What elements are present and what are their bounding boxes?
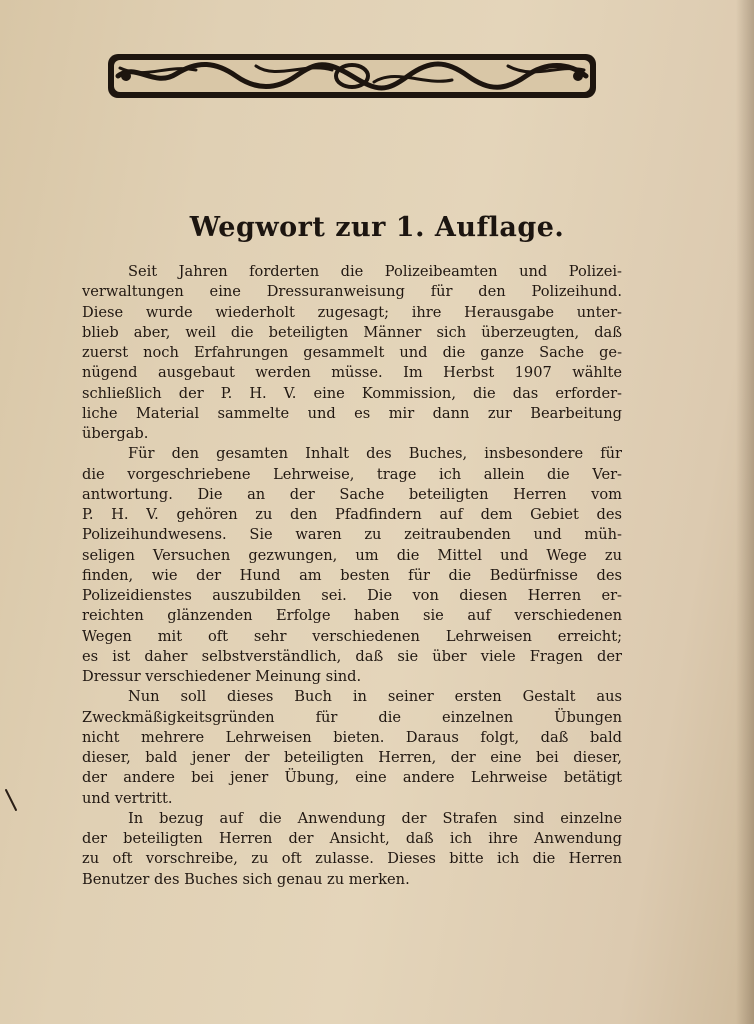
text-line: und vertritt. [82,789,173,807]
text-line: Benutzer des Buches sich genau zu merken. [82,870,410,888]
text-line: der andere bei jener Übung, eine andere Lehrweise betätigt [82,769,622,787]
text-line: Seit Jahren forderten die Polizeibeamten und Polizei- [128,263,622,280]
text-line: Dressur verschiedener Meinung sind. [82,668,362,685]
text-line: schließlich der P. H. V. eine Kommission, die das erforder- [82,384,622,402]
text-line: finden, wie der Hund am besten für die Bedürfnisse des [82,566,622,584]
text-line: die vorgeschriebene Lehrweise, trage ich allein die Ver- [82,465,622,483]
text-line: zuerst noch Erfahrungen gesammelt und die ganze Sache ge- [82,344,622,361]
text-line: reichten glänzenden Erfolge haben sie auf verschiedenen [82,607,622,625]
text-line: nicht mehrere Lehrweisen bieten. Daraus folgt, daß bald [82,728,622,746]
text-line: In bezug auf die Anwendung der Strafen sind einzelne [128,809,622,827]
text-line: Nun soll dieses Buch in seiner ersten Gestalt aus [128,688,622,706]
text-line: nügend ausgebaut werden müsse. Im Herbst 1907 wählte [82,364,622,382]
text-line: Polizeidienstes auszubilden sei. Die von diesen Herren er- [82,587,622,604]
text-line: Diese wurde wiederholt zugesagt; ihre Herausgabe unter- [82,303,622,321]
text-line: liche Material sammelte und es mir dann zur Bearbeitung [82,404,622,422]
text-line: P. H. V. gehören zu den Pfadfindern auf dem Gebiet des [82,506,622,523]
paragraph-1 [82,262,622,444]
paragraph-3 [82,687,622,809]
text-line: zu oft vorschreibe, zu oft zulasse. Dieses bitte ich die Herren [82,850,622,868]
text-line: seligen Versuchen gezwungen, um die Mittel und Wege zu [82,546,622,564]
paragraph-4 [82,809,622,890]
page-title: Wegwort zur 1. Auflage. [189,212,565,243]
text-line: Wegen mit oft sehr verschiedenen Lehrweisen erreicht; [82,627,622,645]
text-line: verwaltungen eine Dressuranweisung für den Polizeihund. [82,283,622,301]
text-line: Polizeihundwesens. Sie waren zu zeitraubenden und müh- [82,526,622,544]
text-line: es ist daher selbstverständlich, daß sie über viele Fragen der [82,647,622,665]
body-text [82,262,622,890]
text-line: dieser, bald jener der beteiligten Herren, der eine bei dieser, [82,749,622,766]
text-line: blieb aber, weil die beteiligten Männer sich überzeugten, daß [82,323,622,341]
paragraph-2 [82,444,622,687]
text-line: Zweckmäßigkeitsgründen für die einzelnen Übungen [82,708,622,726]
text-line: antwortung. Die an der Sache beteiligten Herren vom [82,485,622,503]
ornamental-header-border [106,50,598,102]
margin-pencil-mark [4,788,18,812]
text-line: übergab. [82,425,149,442]
text-line: der beteiligten Herren der Ansicht, daß ich ihre Anwendung [82,830,622,847]
text-line: Für den gesamten Inhalt des Buches, insbesondere für [128,445,622,463]
